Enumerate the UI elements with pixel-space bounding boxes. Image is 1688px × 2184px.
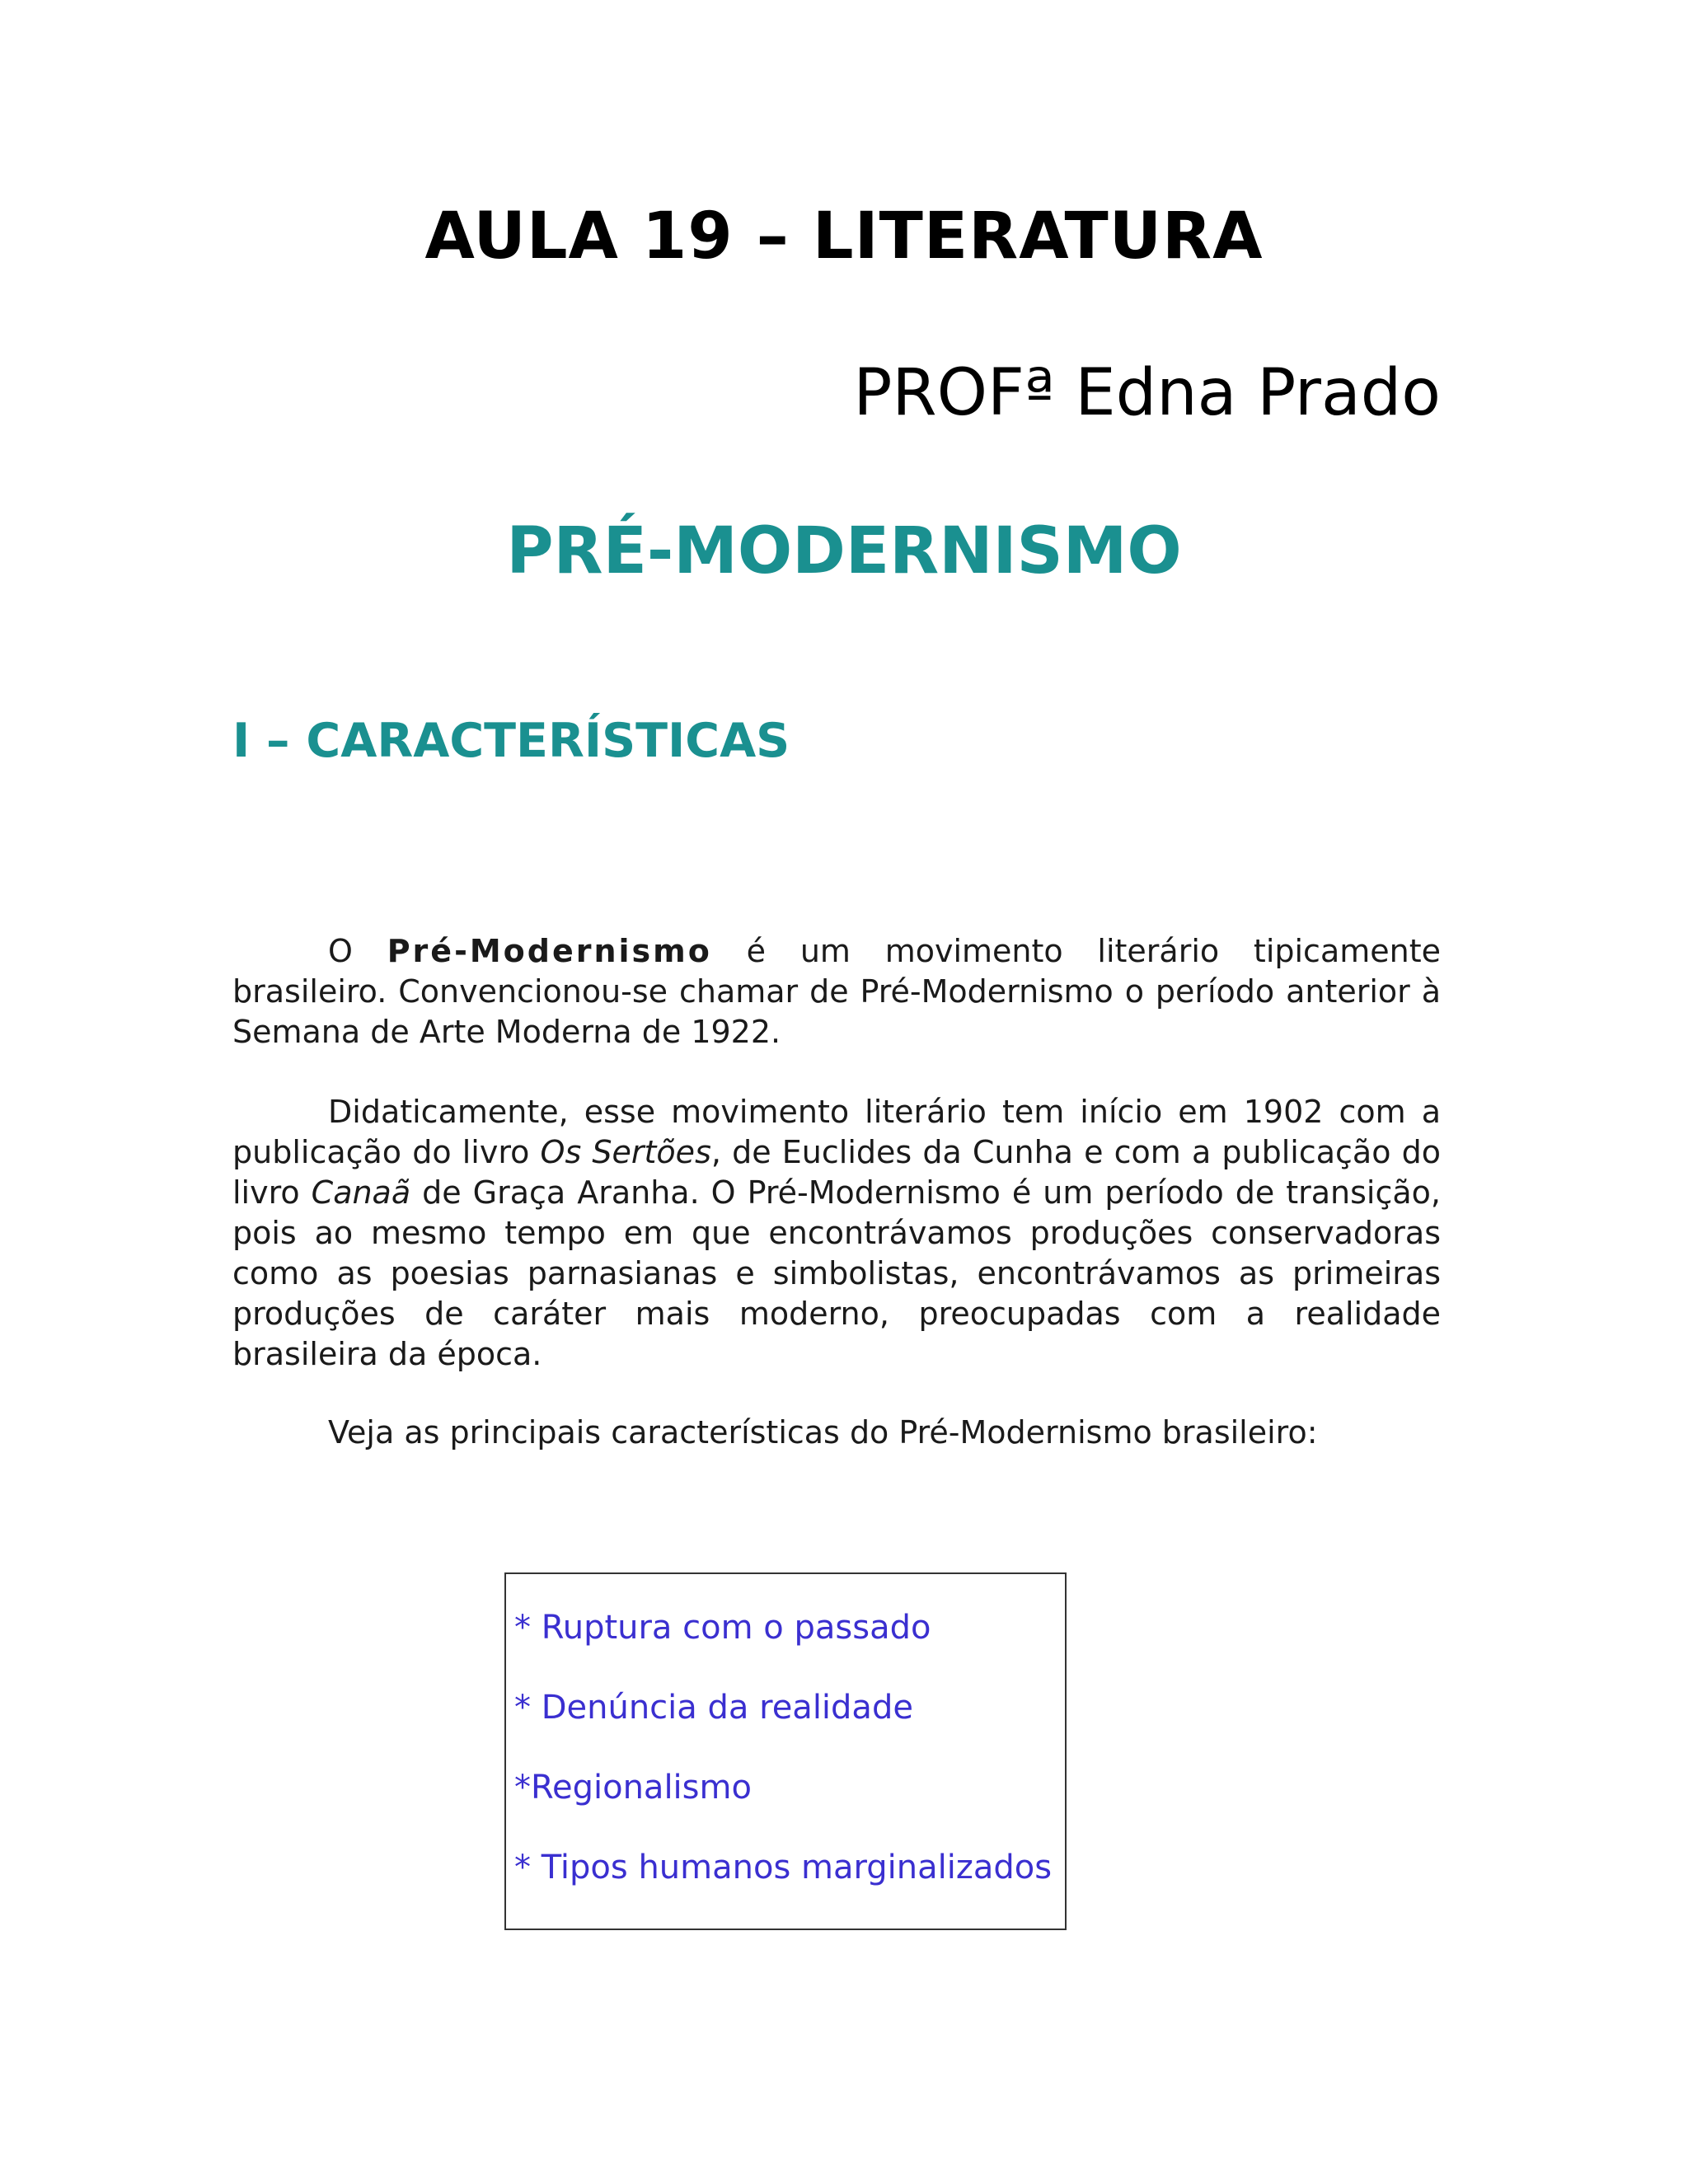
paragraph-history-c: de Graça Aranha. O Pré-Modernismo é um período de transição, pois ao mesmo tempo em que encontrávamos produções conservadoras como as poesias parnasianas e simbolistas, encontrávamos as primeiras produções de caráter mais moderno, preocupadas com a realidade brasileira da época. [232, 1174, 1441, 1372]
characteristics-box [504, 1572, 1067, 1930]
professor-name: PROFª Edna Prado [853, 356, 1441, 430]
paragraph-history-b: , de Euclides da Cunha e com a publicação do livro [232, 1134, 1441, 1211]
characteristic-item: * Ruptura com o passado [514, 1609, 931, 1647]
characteristic-item: *Regionalismo [514, 1769, 752, 1807]
paragraph-intro-rest: é um movimento literário tipicamente brasileiro. Convencionou-se chamar de Pré-Modernismo o período anterior à Semana de Arte Moderna de 1922. [232, 933, 1441, 1050]
characteristic-item: * Tipos humanos marginalizados [514, 1849, 1053, 1886]
section-heading: I – CARACTERÍSTICAS [232, 714, 790, 768]
paragraph-intro [232, 931, 1441, 1052]
paragraph-intro-bold: Pré-Modernismo [387, 933, 712, 969]
paragraph-history-a: Didaticamente, esse movimento literário tem início em 1902 com a publicação do livro [232, 1094, 1441, 1170]
topic-title: PRÉ-MODERNISMO [506, 514, 1182, 588]
lesson-title: AULA 19 – LITERATURA [424, 199, 1264, 274]
book-title-canaa: Canaã [311, 1174, 411, 1211]
paragraph-intro-start: O [328, 933, 387, 969]
paragraph-lead-in: Veja as principais características do Pré-Modernismo brasileiro: [328, 1414, 1318, 1451]
characteristic-item: * Denúncia da realidade [514, 1689, 913, 1727]
book-title-os-sertoes: Os Sertões [540, 1134, 711, 1170]
paragraph-history [232, 1092, 1441, 1375]
